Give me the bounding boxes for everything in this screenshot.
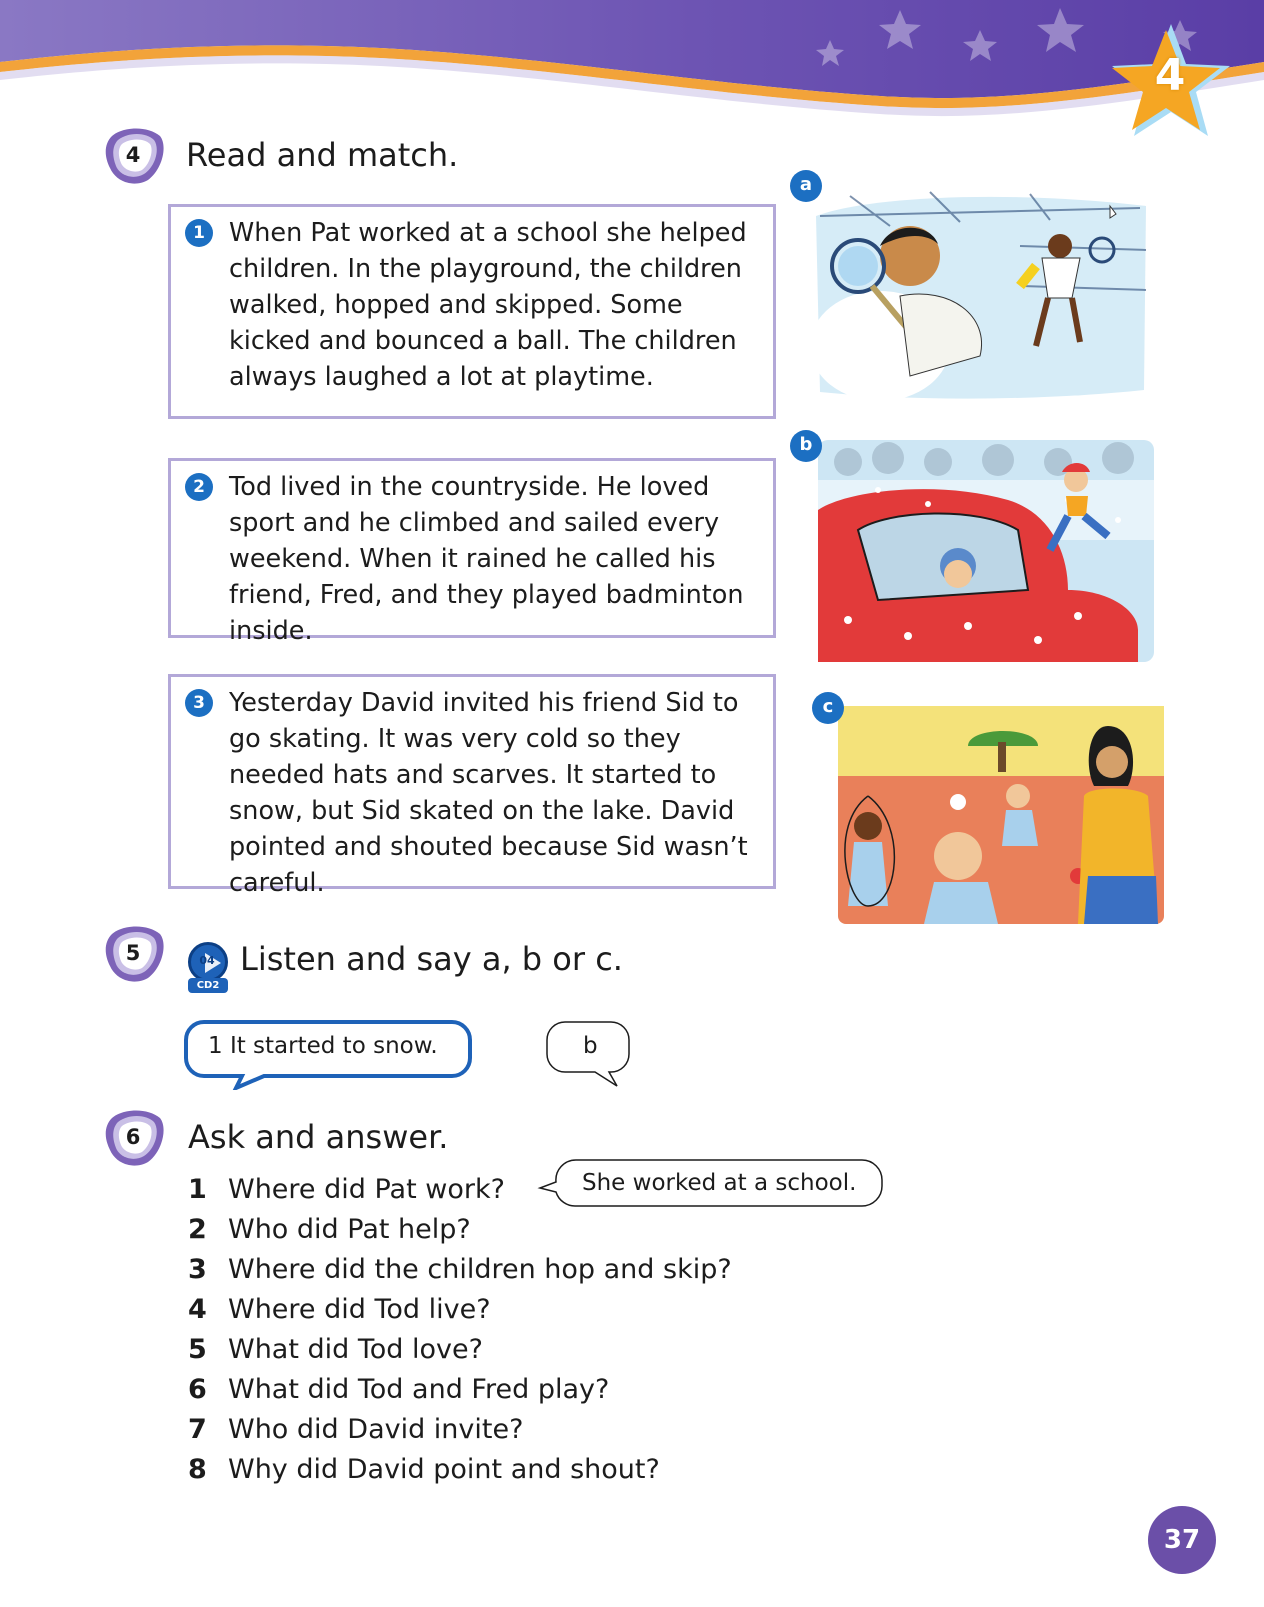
exercise-6-title: Ask and answer. — [188, 1118, 449, 1156]
question-text: Where did Tod live? — [228, 1294, 491, 1325]
speech-bubble-question — [184, 1020, 474, 1090]
track-number: 04 — [199, 954, 215, 967]
picture-b-letter: b — [790, 430, 822, 462]
reading-text-1 — [168, 204, 776, 419]
exercise-6-number: 6 — [125, 1125, 141, 1149]
unit-number: 4 — [1154, 50, 1186, 101]
reading-text-3-body: Yesterday David invited his friend Sid to go skating. It was very cold so they needed hats and scarves. It started to snow, but Sid skated on the lake. David pointed and shouted because Sid wasn’t careful. — [229, 688, 748, 898]
question-number: 7 — [188, 1414, 207, 1445]
exercise-6-badge — [104, 1108, 168, 1170]
question-item — [188, 1210, 471, 1250]
picture-c-letter: c — [812, 692, 844, 724]
question-item — [188, 1290, 491, 1330]
question-number: 6 — [188, 1374, 207, 1405]
question-number: 5 — [188, 1334, 207, 1365]
picture-b-snow-skating — [818, 440, 1154, 662]
question-item — [188, 1450, 660, 1490]
reading-text-3 — [168, 674, 776, 898]
picture-a-badminton — [810, 186, 1152, 406]
question-text: Who did David invite? — [228, 1414, 524, 1445]
cd-label: CD2 — [188, 978, 228, 993]
page-number: 37 — [1148, 1506, 1216, 1574]
reading-text-2-body: Tod lived in the countryside. He loved sport and he climbed and sailed every weekend. When it rained he called his friend, Fred, and they played badminton inside. — [229, 472, 744, 646]
reading-text-1-body: When Pat worked at a school she helped children. In the playground, the children walked, hopped and skipped. Some kicked and bounced a ball. The children always laughed a lot at playtime. — [229, 218, 747, 392]
speech-question-text: 1 It started to snow. — [208, 1033, 438, 1059]
question-item — [188, 1250, 732, 1290]
question-text: Where did the children hop and skip? — [228, 1254, 732, 1285]
picture-c-playground — [838, 706, 1164, 924]
question-text: Who did Pat help? — [228, 1214, 471, 1245]
exercise-4-badge — [104, 126, 168, 188]
exercise-5-title: Listen and say a, b or c. — [240, 940, 623, 978]
exercise-5-number: 5 — [125, 941, 141, 965]
question-text: Where did Pat work? — [228, 1174, 505, 1205]
question-number: 3 — [188, 1254, 207, 1285]
reading-number-3: 3 — [185, 689, 213, 717]
audio-track-button[interactable] — [188, 942, 230, 994]
speech-bubble-answer-6 — [536, 1158, 886, 1210]
question-item — [188, 1370, 609, 1410]
question-number: 2 — [188, 1214, 207, 1245]
question-item — [188, 1170, 505, 1210]
question-text: What did Tod love? — [228, 1334, 483, 1365]
header-banner — [0, 0, 1264, 150]
reading-number-2: 2 — [185, 473, 213, 501]
exercise-4-number: 4 — [125, 143, 141, 167]
speech-answer-6-text: She worked at a school. — [582, 1170, 857, 1196]
question-item — [188, 1330, 483, 1370]
speech-answer-text: b — [583, 1033, 598, 1059]
picture-a-letter: a — [790, 170, 822, 202]
question-number: 8 — [188, 1454, 207, 1485]
reading-text-2 — [168, 458, 776, 646]
exercise-4-title: Read and match. — [186, 136, 459, 174]
reading-number-1: 1 — [185, 219, 213, 247]
question-text: Why did David point and shout? — [228, 1454, 660, 1485]
exercise-5-badge — [104, 924, 168, 986]
speech-bubble-answer — [545, 1020, 633, 1088]
question-number: 4 — [188, 1294, 207, 1325]
question-text: What did Tod and Fred play? — [228, 1374, 610, 1405]
question-number: 1 — [188, 1174, 207, 1205]
question-item — [188, 1410, 523, 1450]
